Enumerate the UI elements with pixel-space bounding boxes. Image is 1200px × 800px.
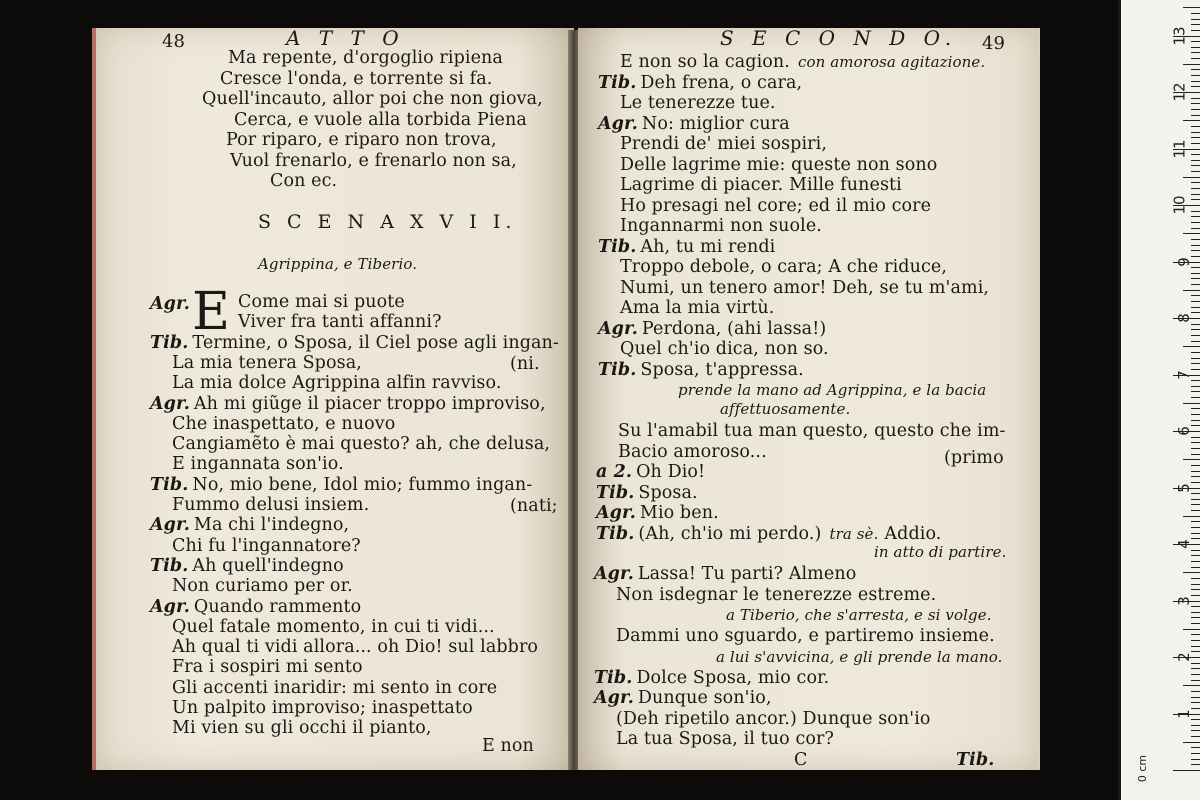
ruler-tick	[1191, 617, 1200, 618]
verse-text: Gli accenti inaridir: mi sento in core	[172, 677, 498, 698]
ruler-tick	[1183, 120, 1200, 121]
verse-text: Ingannarmi non suole.	[620, 216, 822, 236]
verse-line	[616, 626, 995, 646]
verse-line	[598, 237, 775, 257]
verse-text: Mi vien su gli occhi il pianto,	[172, 718, 432, 739]
verse-line	[620, 93, 776, 113]
verse-line	[172, 434, 550, 454]
verse-line	[620, 339, 829, 359]
ruler-number: 1	[1175, 708, 1194, 719]
speaker-label: Agr.	[594, 564, 634, 584]
ruler-tick	[1191, 267, 1200, 268]
verse-line	[598, 114, 790, 134]
verse-line: Con ec.	[270, 171, 338, 191]
verse-line	[150, 597, 361, 617]
ruler-tick	[1191, 154, 1200, 155]
verse-text: Ama la mia virtù.	[620, 298, 775, 318]
ruler-tick	[1191, 380, 1200, 381]
verse-text: E ingannata son'io.	[172, 454, 344, 475]
ruler-tick	[1191, 199, 1200, 200]
ruler-tick	[1191, 143, 1200, 144]
verse-text: Fra i sospiri mi sento	[172, 657, 363, 678]
ruler-tick	[1191, 668, 1200, 669]
ruler-tick	[1191, 420, 1200, 421]
speaker-label: Tib.	[598, 236, 637, 257]
ruler-tick	[1191, 454, 1200, 455]
verse-text: Numi, un tenero amor! Deh, se tu m'ami,	[620, 277, 990, 298]
ruler-tick	[1191, 109, 1200, 110]
ruler-tick	[1191, 137, 1200, 138]
verse-text: La mia tenera Sposa,	[172, 352, 362, 373]
verse-line	[616, 729, 834, 749]
verse-text: E non so la cagion.	[620, 52, 790, 72]
ruler-tick	[1191, 736, 1200, 737]
left-page	[92, 28, 574, 770]
verse-line	[620, 175, 902, 195]
ruler-tick	[1191, 41, 1200, 42]
verse-text: Addio.	[884, 523, 942, 544]
verse-line	[238, 292, 405, 312]
verse-text: Lagrime di piacer. Mille funesti	[620, 175, 902, 195]
ruler-tick	[1191, 567, 1200, 568]
ruler-tick	[1191, 182, 1200, 183]
verse-line	[172, 353, 362, 373]
verse-text: Quel ch'io dica, non so.	[620, 339, 829, 359]
ruler-number: 7	[1175, 369, 1194, 380]
ruler-number: 8	[1175, 313, 1194, 323]
verse-text: Perdona, (ahi lassa!)	[641, 318, 827, 339]
verse-line: Vuol frenarlo, e frenarlo non sa,	[230, 150, 517, 171]
verse-text: La tua Sposa, il tuo cor?	[616, 729, 834, 749]
verse-text: Termine, o Sposa, il Ciel pose agli ingan-	[192, 332, 559, 353]
verse-text: Ma chi l'indegno,	[193, 515, 350, 536]
ruler-tick	[1191, 19, 1200, 20]
ruler-tick	[1191, 278, 1200, 279]
verse-line	[172, 698, 473, 718]
verse-line	[598, 73, 802, 93]
ruler-tick	[1191, 171, 1200, 172]
speaker-label: Tib.	[150, 555, 189, 576]
verse-line	[172, 576, 353, 596]
ruler-tick	[1191, 103, 1200, 104]
speaker-label: Tib.	[150, 332, 189, 353]
ruler-tick	[1183, 742, 1200, 743]
ruler-tick	[1183, 685, 1200, 686]
ruler-number: 11	[1170, 138, 1189, 159]
verse-line	[620, 134, 827, 154]
verse-line	[150, 333, 559, 353]
verse-text: Dunque son'io,	[637, 688, 772, 708]
speaker-label: Agr.	[150, 393, 190, 414]
ruler-tick	[1183, 459, 1200, 460]
verse-text: Delle lagrime mie: queste non sono	[620, 154, 938, 175]
verse-line	[618, 421, 1006, 441]
ruler-tick	[1191, 476, 1200, 477]
ruler-tick	[1191, 239, 1200, 240]
running-head: A T T O	[286, 26, 405, 50]
ruler-tick	[1191, 160, 1200, 161]
speaker-label: Agr.	[598, 113, 638, 134]
verse-line	[620, 196, 931, 216]
ruler-tick	[1191, 324, 1200, 325]
ruler-tick	[1183, 572, 1200, 573]
verse-text: Ah quell'indegno	[192, 555, 344, 576]
ruler-tick	[1191, 465, 1200, 466]
verse-line	[172, 373, 502, 393]
ruler-tick	[1183, 346, 1200, 347]
speaker-label: Agr.	[150, 596, 190, 617]
verse-line	[150, 475, 532, 495]
verse-line	[172, 657, 363, 677]
speaker-label: Agr.	[150, 294, 190, 314]
ruler-tick	[1173, 770, 1200, 771]
verse-text: No, mio bene, Idol mio; fummo ingan-	[192, 474, 533, 495]
ruler-number: 6	[1175, 426, 1194, 436]
verse-text: Viver fra tanti affanni?	[238, 312, 442, 333]
speaker-label: Agr.	[594, 688, 634, 708]
ruler-tick	[1191, 352, 1200, 353]
ruler-tick	[1191, 307, 1200, 308]
verse-text: Come mai si puote	[238, 292, 405, 312]
verse-text: No: miglior cura	[641, 113, 790, 134]
ruler-tick	[1191, 30, 1200, 31]
scene-heading: S C E N A X V I I.	[258, 211, 517, 233]
ruler-tick	[1191, 115, 1200, 116]
verse-text: Quel fatale momento, in cui ti vidi...	[172, 616, 495, 637]
page-number: 49	[982, 33, 1006, 54]
ruler-tick	[1191, 408, 1200, 409]
ruler-tick	[1191, 702, 1200, 703]
page-number: 48	[162, 31, 186, 52]
ruler-tick	[1191, 391, 1200, 392]
ruler-tick	[1183, 64, 1200, 65]
verse-line	[172, 414, 395, 434]
ruler-tick	[1191, 680, 1200, 681]
ruler-tick	[1191, 58, 1200, 59]
stage-direction: prende la mano ad Agrippina, e la bacia	[678, 381, 987, 399]
ruler-tick	[1191, 222, 1200, 223]
ruler-number: 5	[1175, 482, 1194, 493]
verse-line: Ma repente, d'orgoglio ripiena	[228, 48, 503, 68]
turnover-line: (nati;	[510, 496, 558, 516]
ruler-tick	[1183, 177, 1200, 178]
verse-line	[172, 637, 538, 657]
verse-text: Oh Dio!	[636, 462, 706, 482]
verse-text: La mia dolce Agrippina alfin ravviso.	[172, 373, 502, 394]
ruler-tick	[1191, 442, 1200, 443]
ruler-tick	[1191, 504, 1200, 505]
ruler-tick	[1183, 290, 1200, 291]
ruler-tick	[1191, 725, 1200, 726]
speaker-label: Agr.	[598, 318, 638, 339]
ruler-number: 12	[1170, 82, 1189, 102]
ruler-tick	[1191, 98, 1200, 99]
verse-text: Che inaspettato, e nuovo	[172, 413, 396, 434]
verse-line	[620, 52, 985, 72]
ruler-number: 13	[1170, 25, 1189, 46]
verse-line	[596, 503, 719, 523]
running-head: S E C O N D O.	[720, 26, 958, 50]
ruler-tick	[1191, 211, 1200, 212]
ruler-tick	[1191, 589, 1200, 590]
ruler-tick	[1191, 228, 1200, 229]
ruler-tick	[1191, 555, 1200, 556]
ruler-tick	[1191, 295, 1200, 296]
verse-text: Ho presagi nel core; ed il mio core	[620, 195, 932, 216]
verse-line	[172, 617, 495, 637]
speaker-label: Tib.	[150, 474, 189, 495]
ruler-number: 9	[1175, 256, 1194, 267]
ruler-number: 2	[1175, 652, 1194, 662]
measurement-ruler	[1118, 0, 1200, 800]
speaker-label: Agr.	[150, 515, 190, 536]
ruler-tick	[1191, 730, 1200, 731]
verse-line	[598, 360, 804, 380]
ruler-tick	[1191, 13, 1200, 14]
verse-text: (Deh ripetilo ancor.) Dunque son'io	[616, 708, 931, 729]
ruler-tick	[1191, 561, 1200, 562]
ruler-tick	[1191, 584, 1200, 585]
verse-line	[598, 319, 826, 339]
ruler-tick	[1191, 273, 1200, 274]
ruler-tick	[1191, 188, 1200, 189]
verse-text: Fummo delusi insiem.	[172, 495, 370, 515]
ruler-tick	[1191, 697, 1200, 698]
ruler-tick	[1191, 81, 1200, 82]
speaker-label: Tib.	[598, 359, 637, 380]
verse-line	[150, 515, 349, 535]
ruler-tick	[1183, 516, 1200, 517]
verse-line	[620, 257, 947, 277]
ruler-tick	[1191, 165, 1200, 166]
verse-text: Mio ben.	[639, 503, 719, 523]
verse-text: Non isdegnar le tenerezze estreme.	[616, 584, 937, 605]
ruler-tick	[1191, 719, 1200, 720]
ruler-tick	[1191, 646, 1200, 647]
ruler-tick	[1191, 52, 1200, 53]
ruler-tick	[1191, 132, 1200, 133]
ruler-tick	[1191, 437, 1200, 438]
verse-text: Troppo debole, o cara; A che riduce,	[620, 257, 947, 277]
ruler-tick	[1191, 578, 1200, 579]
drop-cap: E	[192, 282, 230, 342]
ruler-tick	[1191, 612, 1200, 613]
ruler-tick	[1191, 753, 1200, 754]
catchword: Tib.	[956, 750, 995, 770]
verse-text: Su l'amabil tua man questo, questo che im-	[618, 421, 1006, 441]
ruler-tick	[1183, 629, 1200, 630]
verse-text: Ah qual ti vidi allora... oh Dio! sul labbro	[172, 637, 539, 658]
speaker-label: Agr.	[596, 503, 636, 523]
ruler-tick	[1183, 7, 1200, 8]
verse-line	[172, 536, 361, 556]
ruler-tick	[1191, 194, 1200, 195]
ruler-number: 3	[1175, 595, 1194, 606]
ruler-tick	[1191, 663, 1200, 664]
verse-text: Lassa! Tu parti? Almeno	[637, 564, 857, 584]
verse-text: Dammi uno sguardo, e partiremo insieme.	[616, 626, 995, 646]
verse-line	[172, 454, 344, 474]
verse-text: Ah mi giũge il piacer troppo improviso,	[193, 393, 546, 414]
speaker-label: Tib.	[598, 72, 637, 93]
verse-line	[594, 668, 829, 688]
ruler-tick	[1191, 329, 1200, 330]
verse-line	[618, 442, 767, 462]
verse-text: Sposa.	[638, 482, 698, 503]
verse-line	[620, 155, 937, 175]
ruler-tick	[1191, 533, 1200, 534]
verse-line	[172, 718, 432, 738]
ruler-tick	[1191, 245, 1200, 246]
verse-text: Ah, tu mi rendi	[640, 236, 776, 257]
ruler-tick	[1191, 550, 1200, 551]
verse-line	[620, 298, 774, 318]
verse-line	[596, 462, 705, 482]
speaker-label: Tib.	[594, 667, 633, 688]
turnover-line: (ni.	[510, 354, 540, 374]
ruler-tick	[1191, 86, 1200, 87]
turnover-line: (primo	[944, 448, 1004, 468]
ruler-tick	[1191, 691, 1200, 692]
verse-line	[150, 556, 344, 576]
verse-line: Quell'incauto, allor poi che non giova,	[202, 89, 543, 109]
verse-line	[238, 312, 442, 332]
ruler-tick	[1191, 759, 1200, 760]
verse-line	[616, 585, 936, 605]
verse-text: Dolce Sposa, mio cor.	[636, 667, 830, 688]
ruler-number: 10	[1170, 195, 1189, 215]
ruler-tick	[1191, 363, 1200, 364]
verse-line	[596, 524, 941, 544]
verse-line	[172, 495, 369, 515]
ruler-tick	[1191, 301, 1200, 302]
ruler-tick	[1191, 358, 1200, 359]
verse-line	[172, 678, 497, 698]
ruler-tick	[1191, 397, 1200, 398]
ruler-tick	[1191, 414, 1200, 415]
speaker-label: a 2.	[596, 462, 633, 482]
verse-line	[594, 688, 772, 708]
verse-line	[594, 564, 856, 584]
verse-text: Bacio amoroso...	[618, 441, 767, 462]
verse-text: Non curiamo per or.	[172, 576, 353, 597]
stage-direction: affettuosamente.	[720, 400, 851, 418]
ruler-unit-label: 0 cm	[1136, 754, 1150, 783]
ruler-tick	[1183, 403, 1200, 404]
ruler-tick	[1191, 448, 1200, 449]
speaker-label: Tib.	[596, 482, 635, 503]
verse-line	[620, 278, 989, 298]
ruler-tick	[1191, 499, 1200, 500]
scene-characters: Agrippina, e Tiberio.	[258, 255, 418, 273]
ruler-tick	[1191, 69, 1200, 70]
ruler-tick	[1191, 75, 1200, 76]
verse-text: Un palpito improviso; inaspettato	[172, 698, 473, 718]
ruler-tick	[1191, 764, 1200, 765]
ruler-tick	[1191, 640, 1200, 641]
verse-line	[616, 709, 931, 729]
stage-direction: con amorosa agitazione.	[797, 53, 986, 71]
ruler-tick	[1191, 510, 1200, 511]
ruler-number: 4	[1175, 539, 1194, 549]
ruler-tick	[1191, 24, 1200, 25]
ruler-tick	[1191, 493, 1200, 494]
ruler-tick	[1191, 606, 1200, 607]
ruler-tick	[1191, 216, 1200, 217]
verse-line	[620, 216, 822, 236]
verse-line: Cerca, e vuole alla torbida Piena	[234, 109, 527, 130]
verse-line: Por riparo, e riparo non trova,	[226, 130, 497, 150]
verse-text: Chi fu l'ingannatore?	[172, 535, 361, 556]
verse-text: Sposa, t'appressa.	[640, 359, 804, 380]
verse-text: (Ah, ch'io mi perdo.)	[638, 523, 822, 544]
ruler-tick	[1191, 634, 1200, 635]
verse-text: Le tenerezze tue.	[620, 93, 776, 113]
ruler-tick	[1191, 527, 1200, 528]
right-page	[578, 28, 1040, 770]
verse-text: Quando rammento	[193, 596, 362, 617]
speaker-label: Tib.	[596, 523, 635, 544]
ruler-tick	[1191, 47, 1200, 48]
verse-line	[150, 394, 546, 414]
verse-text: Prendi de' miei sospiri,	[620, 134, 827, 154]
ruler-tick	[1191, 335, 1200, 336]
ruler-tick	[1183, 233, 1200, 234]
ruler-tick	[1191, 341, 1200, 342]
ruler-tick	[1191, 284, 1200, 285]
ruler-tick	[1191, 747, 1200, 748]
stage-direction: a lui s'avvicina, e gli prende la mano.	[716, 647, 1003, 666]
ruler-tick	[1191, 623, 1200, 624]
verse-text: Deh frena, o cara,	[640, 72, 803, 93]
catchword: E non	[482, 736, 534, 756]
ruler-tick	[1191, 126, 1200, 127]
ruler-tick	[1191, 386, 1200, 387]
signature-mark: C	[794, 750, 808, 770]
ruler-tick	[1191, 471, 1200, 472]
verse-line: Cresce l'onda, e torrente si fa.	[220, 68, 493, 89]
ruler-tick	[1191, 250, 1200, 251]
stage-direction: tra sè.	[829, 524, 879, 543]
ruler-tick	[1191, 521, 1200, 522]
verse-text: Cangiamẽto è mai questo? ah, che delusa,	[172, 434, 551, 455]
verse-line	[596, 483, 698, 503]
stage-direction: a Tiberio, che s'arresta, e si volge.	[726, 606, 992, 624]
ruler-tick	[1191, 674, 1200, 675]
stage-direction: in atto di partire.	[874, 543, 1007, 561]
